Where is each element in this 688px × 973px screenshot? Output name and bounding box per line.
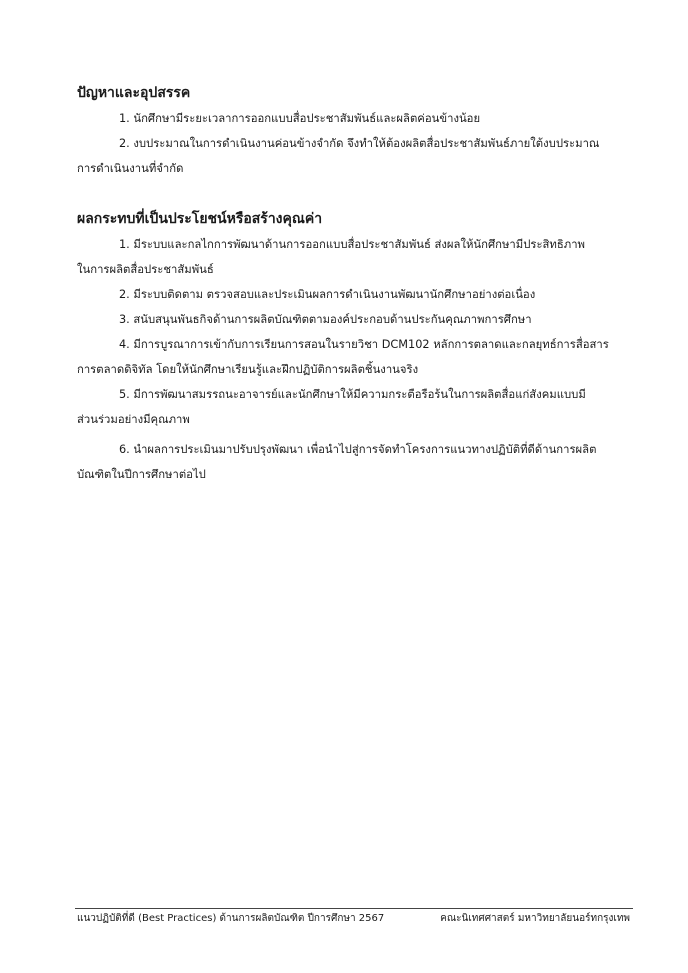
impact-item-1-cont: ในการผลิตสื่อประชาสัมพันธ์ [77,263,214,276]
problems-heading: ปัญหาและอุปสรรค [77,85,191,101]
impact-item-3: 3. สนับสนุนพันธกิจด้านการผลิตบัณฑิตตามองค์ประกอบด้านประกันคุณภาพการศึกษา [119,313,532,326]
impact-item-4-cont: การตลาดดิจิทัล โดยให้นักศึกษาเรียนรู้และฝึกปฏิบัติการผลิตชิ้นงานจริง [77,363,419,376]
impact-item-4: 4. มีการบูรณาการเข้ากับการเรียนการสอนในรายวิชา DCM102 หลักการตลาดและกลยุทธ์การสื่อสาร [119,338,609,351]
impact-item-5: 5. มีการพัฒนาสมรรถนะอาจารย์และนักศึกษาให้มีความกระตือรือร้นในการผลิตสื่อแก่สังคมแบบมี [119,388,586,401]
impact-item-6: 6. นำผลการประเมินมาปรับปรุงพัฒนา เพื่อนำไปสู่การจัดทำโครงการแนวทางปฏิบัติที่ดีด้านการผลิต [119,443,597,456]
impact-item-5-cont: ส่วนร่วมอย่างมีคุณภาพ [77,413,190,426]
impact-item-1: 1. มีระบบและกลไกการพัฒนาด้านการออกแบบสื่อประชาสัมพันธ์ ส่งผลให้นักศึกษามีประสิทธิภาพ [119,238,586,251]
problems-item-2: 2. งบประมาณในการดำเนินงานค่อนข้างจำกัด จึงทำให้ต้องผลิตสื่อประชาสัมพันธ์ภายใต้งบประมาณ [119,137,600,150]
footer-institution: คณะนิเทศศาสตร์ มหาวิทยาลัยนอร์ทกรุงเทพ [440,913,630,924]
impact-item-2: 2. มีระบบติดตาม ตรวจสอบและประเมินผลการดำเนินงานพัฒนานักศึกษาอย่างต่อเนื่อง [119,288,536,301]
impact-item-6-cont: บัณฑิตในปีการศึกษาต่อไป [77,468,206,481]
footer-divider [75,908,633,909]
footer-document-title: แนวปฏิบัติที่ดี (Best Practices) ด้านการผลิตบัณฑิต ปีการศึกษา 2567 [77,913,385,924]
problems-item-2-cont: การดำเนินงานที่จำกัด [77,162,184,175]
problems-item-1: 1. นักศึกษามีระยะเวลาการออกแบบสื่อประชาสัมพันธ์และผลิตค่อนข้างน้อย [119,112,481,125]
impact-heading: ผลกระทบที่เป็นประโยชน์หรือสร้างคุณค่า [77,211,323,227]
